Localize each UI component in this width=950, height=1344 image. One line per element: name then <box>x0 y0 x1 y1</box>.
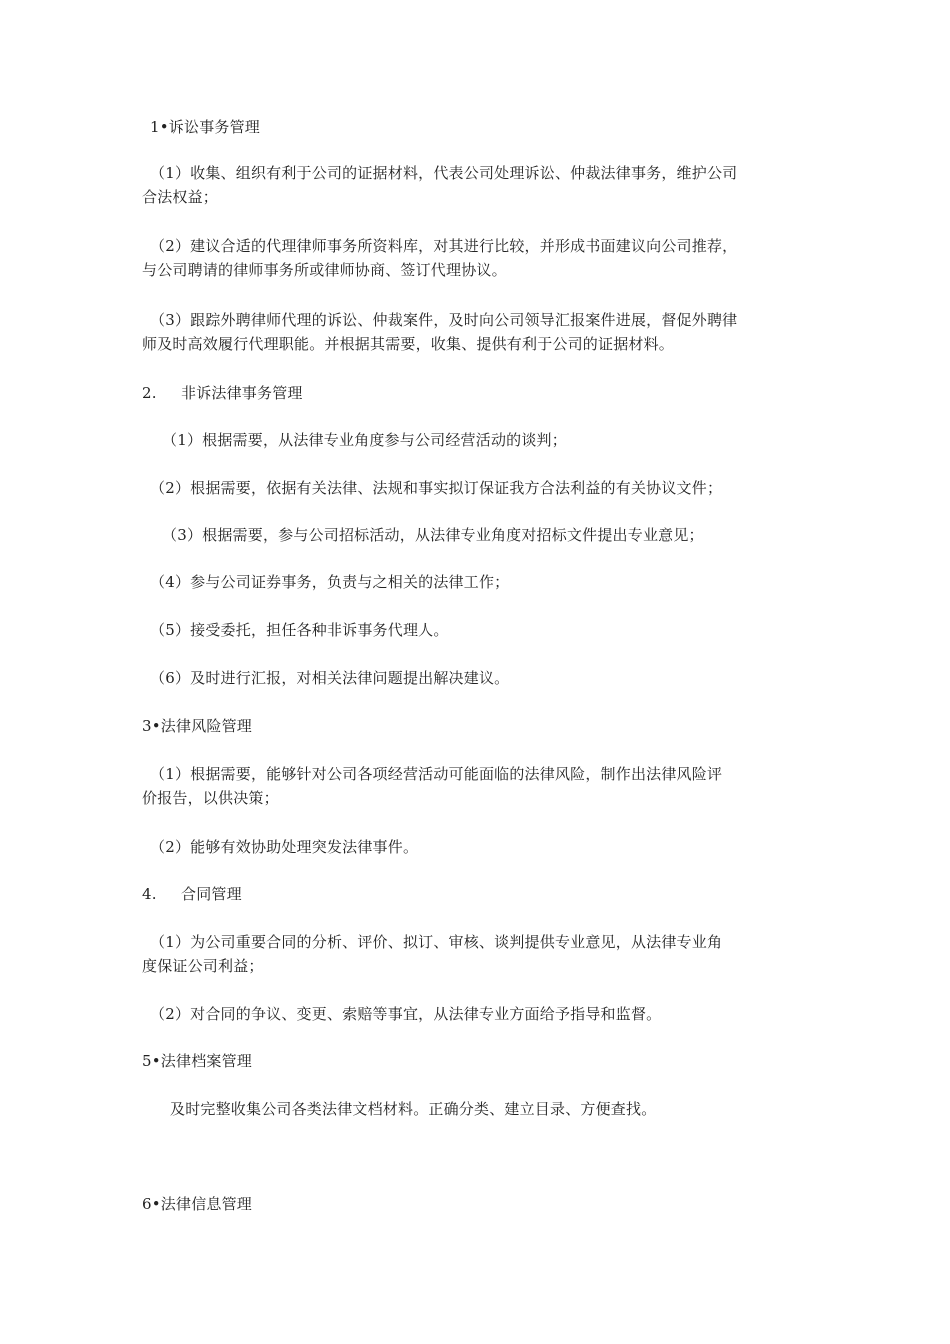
section-1-item-1-line-1: （1）收集、组织有利于公司的证据材料，代表公司处理诉讼、仲裁法律事务，维护公司 <box>150 164 738 182</box>
section-1-item-2-line-2: 与公司聘请的律师事务所或律师协商、签订代理协议。 <box>142 261 507 279</box>
section-1-item-2-line-1: （2）建议合适的代理律师事务所资料库，对其进行比较，并形成书面建议向公司推荐， <box>150 237 738 255</box>
section-2-item-4: （4）参与公司证券事务，负责与之相关的法律工作； <box>150 573 510 591</box>
section-4-item-2: （2）对合同的争议、变更、索赔等事宜，从法律专业方面给予指导和监督。 <box>150 1005 662 1023</box>
section-3-item-1-line-1: （1）根据需要，能够针对公司各项经营活动可能面临的法律风险，制作出法律风险评 <box>150 765 723 783</box>
section-2-item-2: （2）根据需要，依据有关法律、法规和事实拟订保证我方合法利益的有关协议文件； <box>150 479 723 497</box>
section-2-item-3: （3）根据需要，参与公司招标活动，从法律专业角度对招标文件提出专业意见； <box>162 526 704 544</box>
section-2-item-5: （5）接受委托，担任各种非诉事务代理人。 <box>150 621 449 639</box>
section-4-item-1-line-2: 度保证公司利益； <box>142 957 264 975</box>
section-1-item-3-line-2: 师及时高效履行代理职能。并根据其需要，收集、提供有利于公司的证据材料。 <box>142 335 675 353</box>
section-heading-4-text: 合同管理 <box>181 885 242 903</box>
section-heading-3: 3•法律风险管理 <box>142 717 252 735</box>
section-1-item-1-line-2: 合法权益； <box>142 188 219 206</box>
section-heading-2-number: 2. <box>142 384 157 402</box>
section-4-item-1-line-1: （1）为公司重要合同的分析、评价、拟订、审核、谈判提供专业意见，从法律专业角 <box>150 933 723 951</box>
section-heading-1: 1•诉讼事务管理 <box>150 118 260 136</box>
section-5-item-1: 及时完整收集公司各类法律文档材料。正确分类、建立目录、方便查找。 <box>170 1100 657 1118</box>
section-heading-4-number: 4. <box>142 885 157 903</box>
section-3-item-2: （2）能够有效协助处理突发法律事件。 <box>150 838 419 856</box>
section-2-item-1: （1）根据需要，从法律专业角度参与公司经营活动的谈判； <box>162 431 567 449</box>
section-1-item-3-line-1: （3）跟踪外聘律师代理的诉讼、仲裁案件，及时向公司领导汇报案件进展，督促外聘律 <box>150 311 738 329</box>
section-heading-6: 6•法律信息管理 <box>142 1195 252 1213</box>
section-2-item-6: （6）及时进行汇报，对相关法律问题提出解决建议。 <box>150 669 510 687</box>
section-heading-5: 5•法律档案管理 <box>142 1052 252 1070</box>
section-heading-2-text: 非诉法律事务管理 <box>181 384 303 402</box>
section-3-item-1-line-2: 价报告，以供决策； <box>142 789 279 807</box>
